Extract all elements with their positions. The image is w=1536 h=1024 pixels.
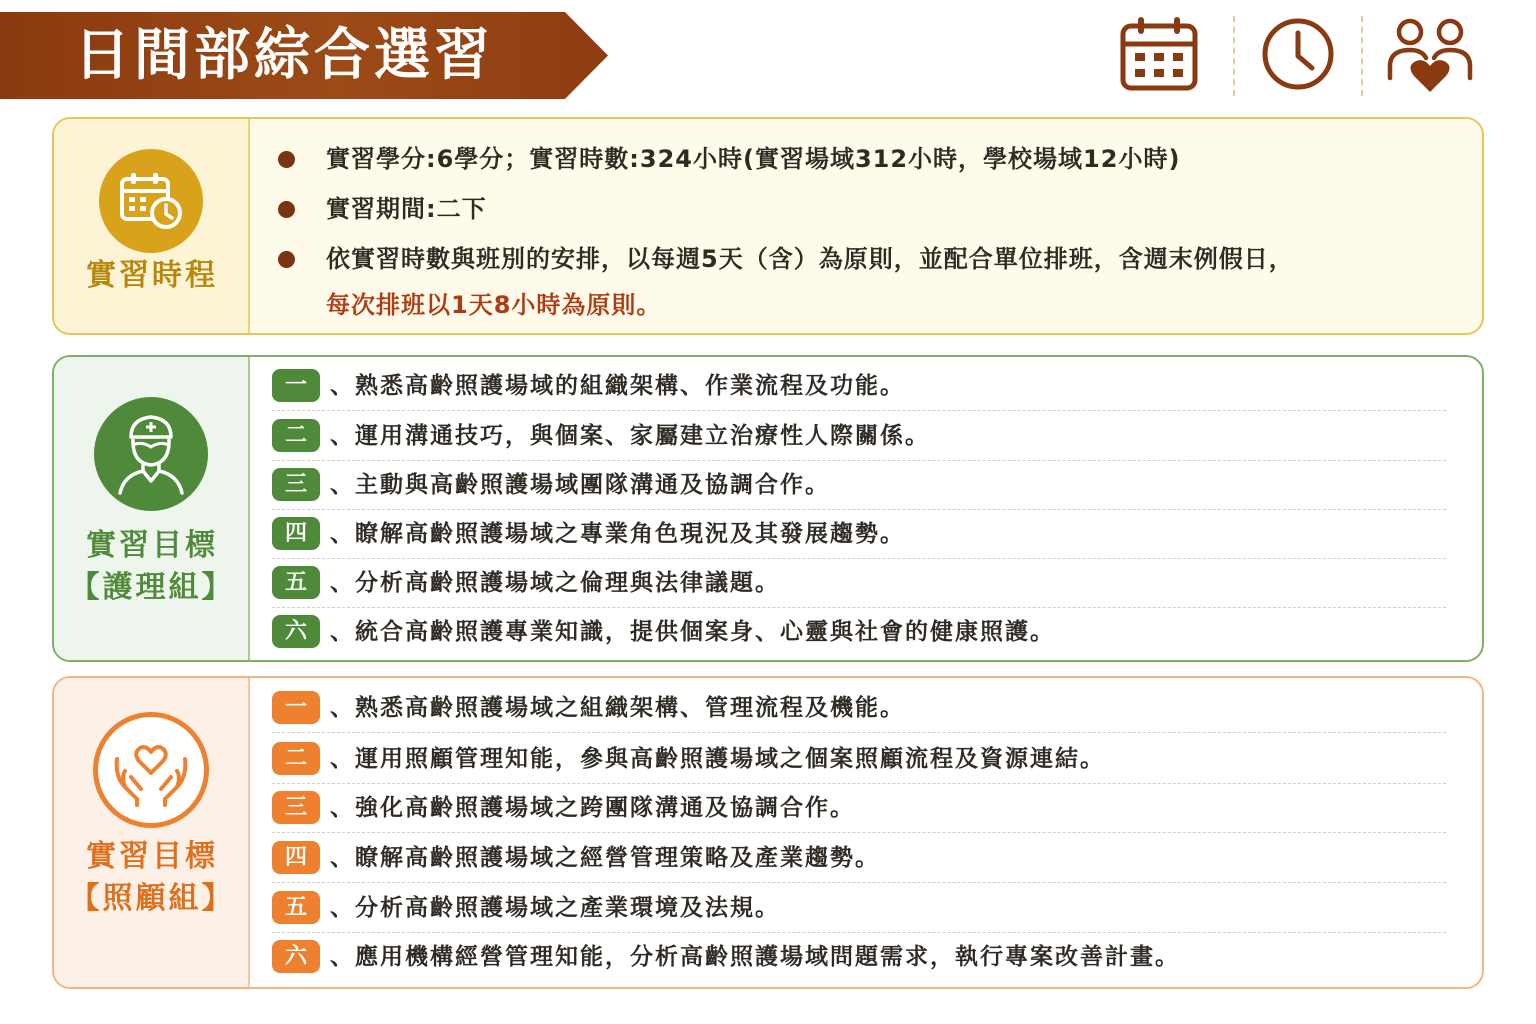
header-divider [1361,16,1363,96]
schedule-bullet [278,136,1442,182]
nurse-icon [94,397,208,511]
objective-row [272,684,1446,733]
objective-number-badge: 一 [272,369,320,402]
nursing-label [54,525,250,609]
nursing-label-line1: 實習目標 [86,528,218,563]
objective-row [272,608,1446,657]
bullet-text [326,236,1442,328]
objective-number-badge: 二 [272,742,320,775]
objective-number-badge: 五 [272,891,320,924]
objective-row [272,834,1446,883]
objective-number-badge: 一 [272,691,320,724]
objective-text: 、分析高齡照護場域之產業環境及法規。 [330,895,780,921]
objective-number-badge: 四 [272,841,320,874]
objective-number-badge: 六 [272,940,320,973]
objective-text: 、運用溝通技巧，與個案、家屬建立治療性人際關係。 [330,423,930,449]
objective-number-badge: 四 [272,517,320,550]
people-heart-icon [1386,16,1480,96]
objective-row [272,412,1446,461]
bullet-dot [278,151,295,168]
schedule-bullet [278,236,1442,328]
schedule-bullet [278,186,1442,232]
care-objectives [250,678,1482,987]
nursing-objectives [250,357,1482,660]
schedule-label-text: 實習時程 [86,258,218,293]
bullet-text-highlight: 每次排班以1天8小時為原則。 [326,291,662,319]
schedule-card [52,117,1484,335]
objective-number-badge: 三 [272,791,320,824]
care-label-line1: 實習目標 [86,839,218,874]
care-label [54,836,250,920]
calendar-clock-icon [99,149,203,253]
bullet-text: 實習學分:6學分；實習時數:324小時(實習場域312小時，學校場域12小時) [326,145,1181,173]
care-label-line2: 【照顧組】 [69,881,235,916]
objective-text: 、瞭解高齡照護場域之專業角色現況及其發展趨勢。 [330,521,905,547]
bullet-dot [278,201,295,218]
calendar-icon [1118,14,1200,92]
care-sidebar [54,678,250,987]
nursing-label-line2: 【護理組】 [69,570,235,605]
schedule-content [250,119,1482,333]
objective-row [272,559,1446,608]
objective-number-badge: 六 [272,615,320,648]
objective-number-badge: 二 [272,419,320,452]
objective-text: 、瞭解高齡照護場域之經營管理策略及產業趨勢。 [330,845,880,871]
objective-row [272,362,1446,411]
objective-text: 、統合高齡照護專業知識，提供個案身、心靈與社會的健康照護。 [330,619,1055,645]
hands-heart-icon [93,712,209,828]
header-divider [1233,16,1235,96]
objective-row [272,461,1446,510]
page-title: 日間部綜合選習 [74,23,494,88]
objective-text: 、分析高齡照護場域之倫理與法律議題。 [330,570,780,596]
objective-number-badge: 三 [272,468,320,501]
objective-row [272,735,1446,784]
bullet-text-main: 依實習時數與班別的安排，以每週5天（含）為原則，並配合單位排班，含週末例假日， [326,245,1294,273]
objective-row [272,510,1446,559]
nursing-goals-card [52,355,1484,662]
nursing-sidebar [54,357,250,660]
objective-row [272,933,1446,982]
care-goals-card [52,676,1484,989]
objective-text: 、運用照顧管理知能，參與高齡照護場域之個案照顧流程及資源連結。 [330,746,1105,772]
objective-text: 、熟悉高齡照護場域的組織架構、作業流程及功能。 [330,373,905,399]
bullet-dot [278,251,295,268]
schedule-sidebar [54,119,250,333]
objective-text: 、熟悉高齡照護場域之組織架構、管理流程及機能。 [330,695,905,721]
objective-text: 、強化高齡照護場域之跨團隊溝通及協調合作。 [330,795,855,821]
objective-number-badge: 五 [272,566,320,599]
objective-row [272,784,1446,833]
objective-row [272,884,1446,933]
objective-text: 、主動與高齡照護場域團隊溝通及協調合作。 [330,472,830,498]
bullet-text: 實習期間:二下 [326,195,487,223]
schedule-label [54,255,250,297]
objective-text: 、應用機構經營管理知能，分析高齡照護場域問題需求，執行專案改善計畫。 [330,944,1180,970]
clock-icon [1260,16,1336,92]
